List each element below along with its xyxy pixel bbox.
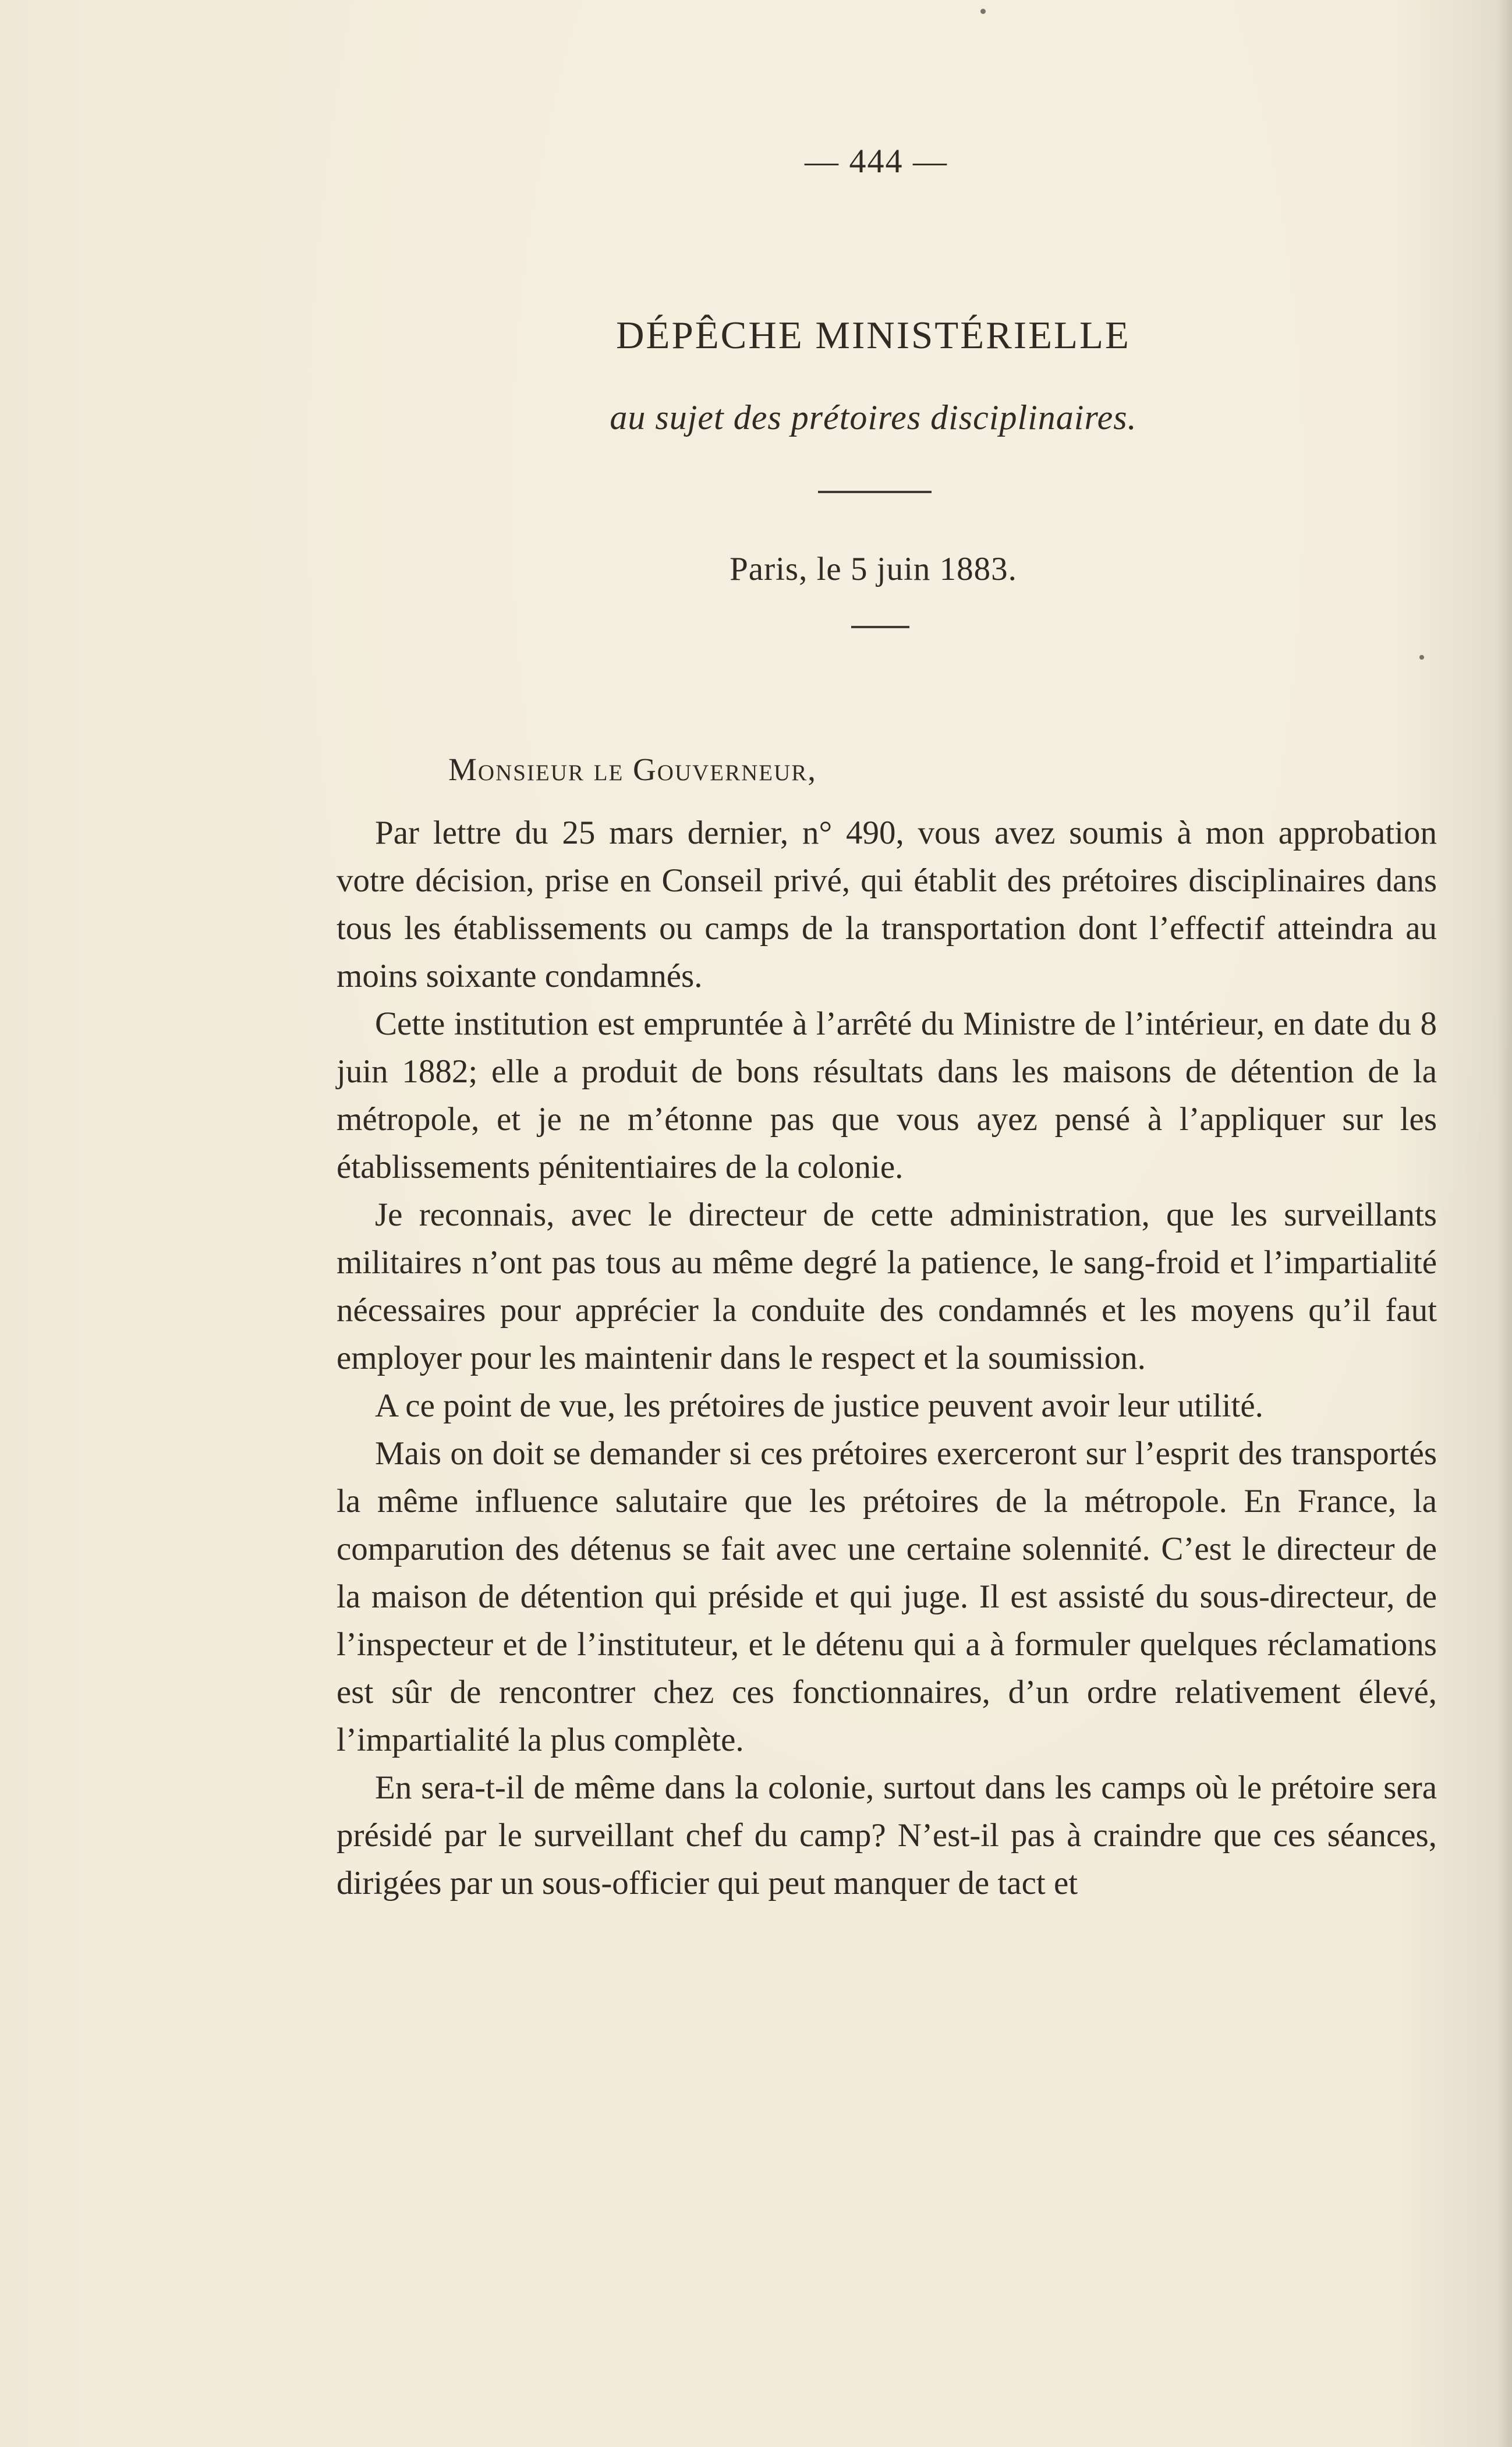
- paragraph-3: Je reconnais, avec le directeur de cette administration, que les surveillants militaires n’ont pas tous au même degré la patience, le sang-froid et l’impartialité nécessaires pour apprécier la conduite des condamnés et les moyens qu’il faut employer pour les maintenir dans le respect et la soumission.: [337, 1196, 1437, 1376]
- letter-body: [337, 809, 1437, 1907]
- salutation: Monsieur le Gouverneur,: [448, 752, 817, 787]
- place-date-line: Paris, le 5 juin 1883.: [730, 551, 1017, 587]
- ink-speck: [1419, 655, 1424, 660]
- document-subtitle: au sujet des prétoires disciplinaires.: [610, 398, 1137, 437]
- separator-rule: [818, 491, 932, 493]
- page-number: — 444 —: [805, 142, 948, 180]
- ink-speck: [980, 9, 986, 14]
- page-edge-shadow: [1497, 0, 1512, 2447]
- paragraph-6: En sera-t-il de même dans la colonie, surtout dans les camps où le prétoire sera présidé par le surveillant chef du camp? N’est-il pas à craindre que ces séances, dirigées par un sous-officier qui peut manquer de tact et: [337, 1769, 1437, 1901]
- paragraph-1: Par lettre du 25 mars dernier, n° 490, vous avez soumis à mon approbation votre décision, prise en Conseil privé, qui établit des prétoires disciplinaires dans tous les établissements ou camps de la transportation dont l’effectif atteindra au moins soixante condamnés.: [337, 815, 1437, 994]
- paragraph-4: A ce point de vue, les prétoires de justice peuvent avoir leur utilité.: [375, 1387, 1263, 1424]
- separator-rule: [851, 626, 909, 628]
- paragraph-5: Mais on doit se demander si ces prétoires exerceront sur l’esprit des transportés la même influence salutaire que les prétoires de la métropole. En France, la comparution des détenus se fait avec une certaine solennité. C’est le directeur de la maison de détention qui préside et qui juge. Il est assisté du sous-directeur, de l’inspecteur et de l’instituteur, et le détenu qui a à formuler quelques réclamations est sûr de rencontrer chez ces fonctionnaires, d’un ordre relativement élevé, l’impartialité la plus complète.: [337, 1435, 1437, 1758]
- paragraph-2: Cette institution est empruntée à l’arrêté du Ministre de l’intérieur, en date du 8 juin 1882; elle a produit de bons résultats dans les maisons de détention de la métropole, et je ne m’étonne pas que vous ayez pensé à l’appliquer sur les établissements pénitentiaires de la colonie.: [337, 1005, 1437, 1185]
- document-title: DÉPÊCHE MINISTÉRIELLE: [616, 314, 1131, 357]
